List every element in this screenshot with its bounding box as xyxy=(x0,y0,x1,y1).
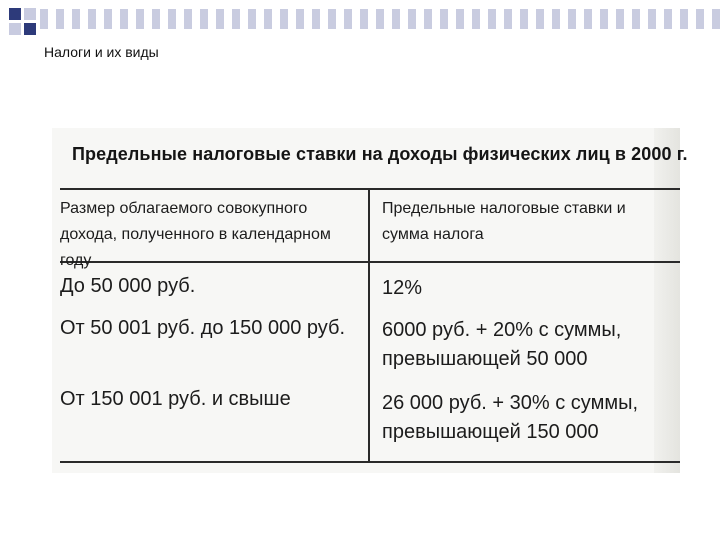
table-bottom-rule xyxy=(60,461,680,463)
decor-square-dark xyxy=(9,8,21,20)
table-row-2-rate: 6000 руб. + 20% с суммы, превышающей 50 000 xyxy=(382,319,622,370)
table-column-divider xyxy=(368,188,370,462)
table-row-1-income: До 50 000 руб. xyxy=(60,275,196,297)
header-income-size: Размер облагаемого совокупного дохода, полученного в календарном году xyxy=(60,200,331,269)
decor-stripe-bar xyxy=(40,9,720,29)
header-tax-rates: Предельные налоговые ставки и сумма налога xyxy=(382,200,626,243)
table-row-3-income: От 150 001 руб. и свыше xyxy=(60,388,291,410)
table-title: Предельные налоговые ставки на доходы физических лиц в 2000 г. xyxy=(72,144,688,164)
table-row-3-rate: 26 000 руб. + 30% с суммы, превышающей 150 000 xyxy=(382,392,639,443)
scanned-table-image xyxy=(52,128,688,473)
decor-square-light xyxy=(24,8,36,20)
decor-square-light xyxy=(9,23,21,35)
table-row-1-rate: 12% xyxy=(382,277,423,299)
slide-title: Налоги и их виды xyxy=(44,44,159,60)
decor-square-dark xyxy=(24,23,36,35)
table-row-2-income: От 50 001 руб. до 150 000 руб. xyxy=(60,317,346,339)
table-top-rule xyxy=(60,188,680,190)
